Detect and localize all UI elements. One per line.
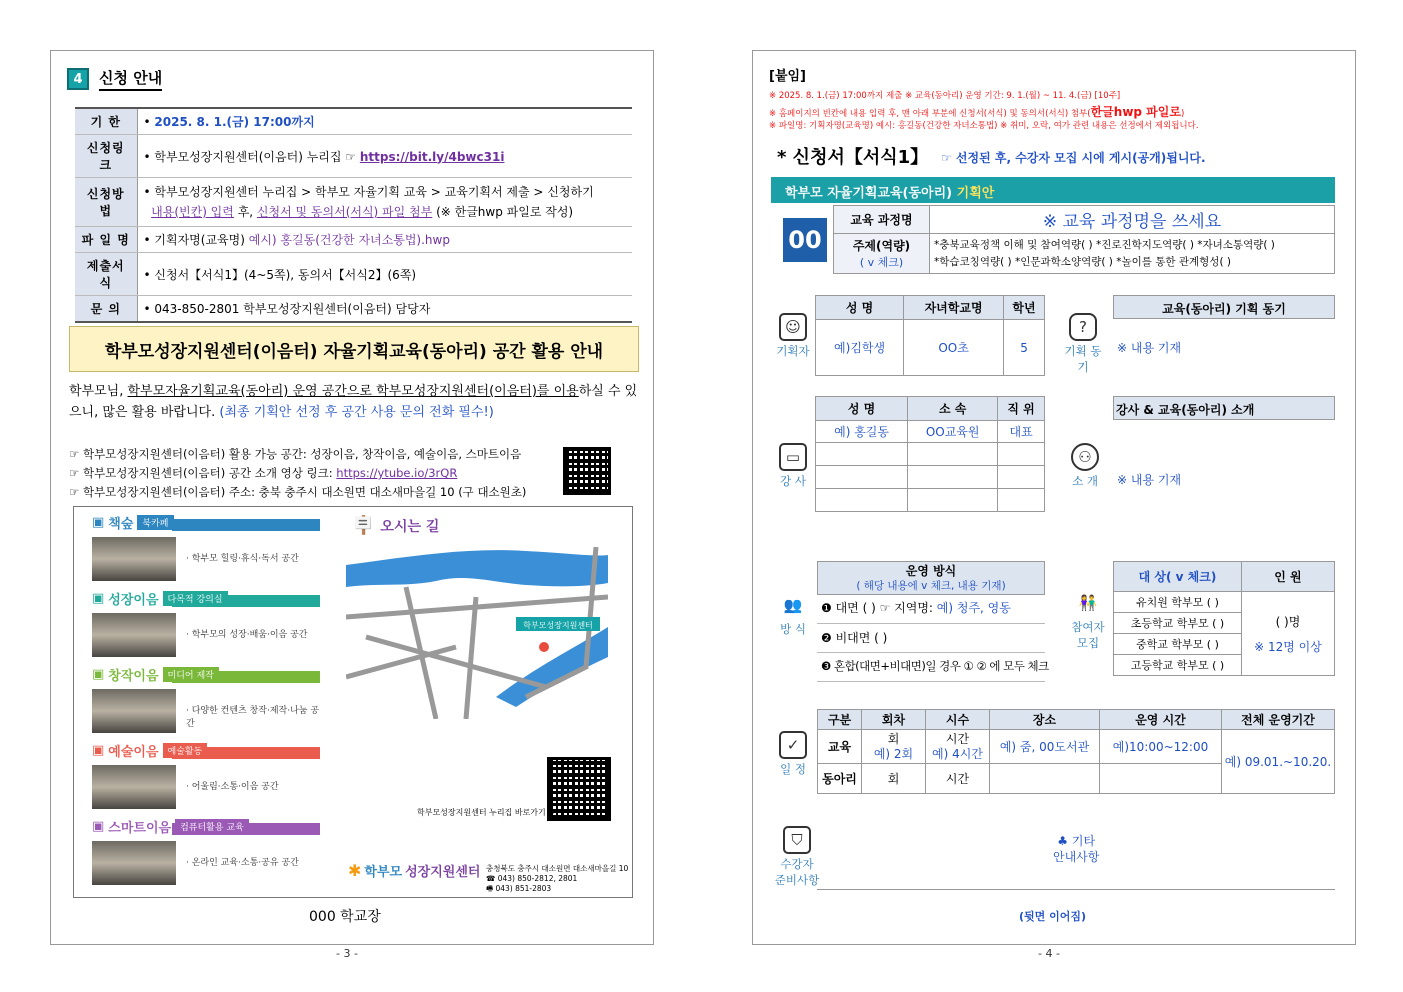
note-2a: ※ 홈페이지의 빈칸에 내용 입력 후, 맨 아래 부분에 신청서(서식) 및 동의서(서식) 첨부(: [769, 109, 1091, 119]
method-label: 방 식: [780, 622, 806, 636]
club-row-label: 동아리: [818, 764, 862, 794]
space-item: [92, 591, 320, 640]
space-photo: [92, 841, 176, 885]
recruit-side: [1067, 589, 1109, 651]
topic-line-1: *충북교육정책 이해 및 참여역량( ) *진로진학지도역량( ) *자녀소통역량( ): [934, 238, 1275, 251]
note-1: ※ 2025. 8. 1.(금) 17:00까지 제출 ※ 교육(동아리) 운영 기간: 9. 1.(월) ~ 11. 4.(금) [10주]: [769, 91, 1121, 101]
divider: [817, 889, 1335, 890]
sched-col: 회차: [862, 710, 926, 730]
intro-header: 강사 & 교육(동아리) 소개: [1113, 396, 1335, 420]
course-number: 00: [783, 218, 827, 262]
section-title: 신청 안내: [99, 67, 162, 91]
motive-header: 교육(동아리) 기획 동기: [1113, 295, 1335, 319]
para-1: 학부모님,: [69, 384, 128, 399]
filename-example: 예시) 홍길동(건강한 자녀소통법).hwp: [248, 233, 450, 247]
instructor-table: [815, 396, 1045, 512]
table-row: [75, 296, 632, 323]
plan-col: 학년: [1004, 296, 1045, 320]
note-2b: 한글hwp 파일로: [1090, 105, 1181, 119]
bullet-spaces: ☞ 학부모성장지원센터(이음터) 활용 가능 공간: 성장이음, 창작이음, 예술이음, 스마트이음: [69, 447, 522, 461]
inst-cell[interactable]: [908, 489, 998, 512]
course-table: [833, 205, 1335, 274]
space-tag: 컴퓨터활용 교육: [175, 819, 249, 834]
sched-col: 운영 시간: [1100, 710, 1222, 730]
page-3: [50, 50, 654, 945]
topic-check: ( v 체크): [859, 256, 904, 269]
etc-1: ♣ 기타: [1057, 834, 1096, 848]
target-elementary[interactable]: 초등학교 학부모 ( ): [1114, 613, 1242, 634]
space-title: [92, 665, 219, 684]
intro-paragraph: [69, 381, 639, 423]
calendar-check-icon: ✓: [779, 731, 807, 759]
space-name: 스마트이음: [108, 821, 172, 836]
prep-side: [769, 826, 825, 888]
map-title: [352, 515, 439, 536]
etc-2: 안내사항: [1053, 850, 1100, 864]
space-tag: 다목적 강의실: [163, 591, 228, 606]
section-number: 4: [67, 68, 89, 90]
space-icon: ▣: [92, 515, 105, 530]
method-option-1[interactable]: [821, 599, 1011, 616]
divider: [817, 681, 1045, 682]
row-key: 신청링크: [75, 135, 137, 178]
space-icon: ▣: [92, 819, 105, 834]
motive-input[interactable]: ※ 내용 기재: [1117, 341, 1182, 355]
count-header: 인 원: [1241, 562, 1334, 592]
inst-name-input[interactable]: 예) 홍길동: [816, 421, 908, 443]
note-2c: ): [1180, 109, 1185, 119]
plan-col: 자녀학교명: [904, 296, 1004, 320]
edu-sessions[interactable]: [862, 730, 926, 764]
edu-h1: 시간: [945, 731, 970, 746]
fax-line: 🖷 043) 851-2803: [486, 884, 552, 893]
motive-label: 기획 동기: [1064, 344, 1102, 374]
method-sub: ( 해당 내용에 v 체크, 내용 기재): [856, 580, 1006, 592]
note-3: ※ 파일명: 기획자명(교육명) 예시: 홍길동(건강한 자녀소통법) ※ 취미, 오락, 여가 관련 내용은 선정에서 제외됩니다.: [769, 121, 1199, 131]
form-title-note: ☞ 선정된 후, 수강자 모집 시에 게시(공개)됩니다.: [941, 151, 1206, 165]
sched-col: 구분: [818, 710, 862, 730]
inst-cell[interactable]: [998, 443, 1045, 466]
edu-r1: 회: [887, 731, 900, 746]
attachment-label: [붙임]: [769, 69, 806, 84]
basket-icon: ⛉: [783, 826, 811, 854]
space-name: 책숲: [108, 517, 134, 532]
edu-h2: 예) 4시간: [932, 746, 983, 761]
inst-col: 직 위: [998, 397, 1045, 421]
recruit-table: [1113, 561, 1335, 676]
planner-side: [773, 313, 813, 359]
qr-caption: 학부모성장지원센터 누리집 바로가기 ▶: [417, 808, 555, 817]
method-b: 후,: [233, 205, 257, 219]
club-hours[interactable]: 시간: [926, 764, 990, 794]
inst-cell[interactable]: [998, 466, 1045, 489]
row-value: • 학부모성장지원센터 누리집 > 학부모 자율기획 교육 > 교육기획서 제출 > 신청하기 내용(빈칸) 입력 후, 신청서 및 동의서(서식) 파일 첨부 (※ 한글hwp 파일로 작성): [137, 178, 632, 227]
section-header: [67, 67, 162, 91]
course-label: 교육 과정명: [834, 206, 930, 234]
schedule-label: 일 정: [780, 762, 806, 776]
row-key: 문 의: [75, 296, 137, 323]
space-tag: 북카페: [137, 515, 173, 530]
space-photo: [92, 613, 176, 657]
space-item: [92, 667, 320, 729]
row-key: 기 한: [75, 108, 137, 135]
page-number-4: - 4 -: [1038, 947, 1060, 960]
space-name: 예술이음: [108, 745, 159, 760]
space-title: [92, 513, 174, 532]
space-desc: · 어울림·소통·이음 공간: [186, 782, 279, 792]
space-desc: · 온라인 교육·소통·공유 공간: [186, 858, 299, 868]
method-steps: 학부모성장지원센터 누리집 > 학부모 자율기획 교육 > 교육기획서 제출 > 신청하기: [154, 185, 594, 199]
continued-note: (뒷면 이어짐): [1019, 910, 1087, 923]
row-value: • 기획자명(교육명) 예시) 홍길동(건강한 자녀소통법).hwp: [137, 227, 632, 253]
addr-line: 충청북도 충주시 대소원면 대소새마을길 10: [486, 864, 629, 873]
sched-col: 장소: [990, 710, 1100, 730]
space-title: [92, 589, 228, 608]
intro-side: [1065, 443, 1105, 489]
divider: [817, 623, 1045, 624]
space-title: [92, 741, 207, 760]
course-name-input[interactable]: ※ 교육 과정명을 쓰세요: [930, 206, 1335, 234]
signpost-icon: 🪧: [352, 515, 375, 536]
row-value: • 학부모성장지원센터(이음터) 누리집 ☞ https://bit.ly/4bwc31i: [137, 135, 632, 178]
space-name: 성장이음: [108, 593, 159, 608]
topic-label: 주제(역량): [852, 239, 911, 253]
lecture-board-icon: ▭: [779, 443, 807, 471]
form-title: * 신청서【서식1】: [777, 147, 929, 168]
band-highlight: 기획안: [956, 186, 995, 201]
recruit-label: 참여자 모집: [1071, 620, 1105, 650]
location-pin-icon: [539, 642, 549, 652]
row-key: 신청방법: [75, 178, 137, 227]
divider: [817, 652, 1045, 653]
two-people-icon: 👫: [1078, 594, 1098, 612]
logo-text-1: 학부모: [364, 865, 403, 880]
center-logo: [348, 861, 480, 880]
link-text: 학부모성장지원센터(이음터) 누리집 ☞: [154, 149, 360, 164]
apply-link[interactable]: https://bit.ly/4bwc31i: [359, 149, 505, 164]
person-icon: ☺: [779, 313, 807, 341]
count-note: ※ 12명 이상: [1254, 639, 1322, 654]
grade-input[interactable]: 5: [1004, 320, 1045, 376]
note-2: [769, 103, 1184, 120]
club-sessions[interactable]: 회: [862, 764, 926, 794]
inst-cell[interactable]: [908, 466, 998, 489]
intro-input[interactable]: ※ 내용 기재: [1117, 473, 1182, 487]
method-a: 내용(빈칸) 입력: [151, 205, 234, 219]
edu-r2: 예) 2회: [873, 746, 914, 761]
page-4: [752, 50, 1356, 945]
target-high[interactable]: 고등학교 학부모 ( ): [1114, 655, 1242, 676]
row-key: 제출서식: [75, 253, 137, 296]
space-photo: [92, 765, 176, 809]
homepage-qr-icon[interactable]: [547, 757, 611, 821]
para-3: 하실 수 있으니, 많은 활용 바랍니다.: [69, 384, 638, 420]
video-link[interactable]: https://ytube.io/3rQR: [336, 466, 458, 480]
inst-col: 성 명: [816, 397, 908, 421]
planner-label: 기획자: [776, 344, 810, 358]
space-desc: · 다양한 컨텐츠 창작·제작·나눔 공간: [186, 706, 320, 729]
target-middle[interactable]: 중학교 학부모 ( ): [1114, 634, 1242, 655]
bullet-address: ☞ 학부모성장지원센터(이음터) 주소: 충북 충주시 대소원면 대소새마을길 10 (구 대소원초): [69, 485, 527, 499]
table-row: [75, 108, 632, 135]
space-name: 창작이음: [108, 669, 159, 684]
row-key: 파 일 명: [75, 227, 137, 253]
band-text: 학부모 자율기획교육(동아리): [785, 186, 957, 201]
principal-sign: 000 학교장: [309, 909, 381, 925]
inst-org-input[interactable]: OO교육원: [908, 421, 998, 443]
space-tag: 예술활동: [163, 743, 208, 758]
topic-options[interactable]: [930, 234, 1335, 274]
etc-note[interactable]: [1053, 833, 1099, 865]
row-value: • 043-850-2801 학부모성장지원센터(이음터) 담당자: [137, 296, 632, 323]
intro-label: 소 개: [1072, 474, 1098, 488]
space-item: [92, 743, 320, 792]
target-kinder[interactable]: 유치원 학부모 ( ): [1114, 592, 1242, 613]
phone-line: ☎ 043) 850-2812, 2801: [486, 874, 578, 883]
space-photo: [92, 689, 176, 733]
prep-label: 수강자 준비사항: [774, 857, 820, 887]
instructor-label: 강 사: [780, 474, 806, 488]
row-value: • 2025. 8. 1.(금) 17:00까지: [137, 108, 632, 135]
qr-code-icon[interactable]: [563, 447, 611, 495]
schedule-table: [817, 709, 1335, 794]
space-title: [92, 817, 249, 836]
space-item: [92, 515, 320, 564]
inst-cell[interactable]: [816, 443, 908, 466]
club-place[interactable]: [990, 764, 1100, 794]
center-address: [486, 864, 628, 894]
logo-mark-icon: ✱: [348, 861, 362, 880]
inst-col: 소 속: [908, 397, 998, 421]
group-icon: ⚇: [1071, 443, 1099, 471]
topic-line-2: *학습코칭역량( ) *인문과학소양역량( ) *놀이를 통한 관계형성( ): [934, 255, 1231, 268]
motive-side: [1059, 313, 1107, 375]
sched-col: 시수: [926, 710, 990, 730]
inst-cell[interactable]: [816, 489, 908, 512]
space-icon: ▣: [92, 591, 105, 606]
method-side: [773, 591, 813, 637]
method-header: [817, 561, 1045, 595]
planner-table: [815, 295, 1045, 376]
method-option-3[interactable]: ❸ 혼합(대면+비대면)일 경우 ① ② 에 모두 체크: [821, 659, 1049, 673]
space-item: [92, 819, 320, 868]
video-label: ☞ 학부모성장지원센터(이음터) 공간 소개 영상 링크:: [69, 466, 337, 480]
method-c: 신청서 및 동의서(서식) 파일 첨부: [256, 205, 433, 219]
instructor-side: [773, 443, 813, 489]
count-cell[interactable]: [1241, 592, 1334, 676]
inst-cell[interactable]: [998, 489, 1045, 512]
map-title-text: 오시는 길: [380, 518, 440, 535]
space-map-panel: [73, 506, 633, 898]
method-d: (※ 한글hwp 파일로 작성): [432, 205, 574, 219]
edu-row-label: 교육: [818, 730, 862, 764]
filename-label: 기획자명(교육명): [154, 233, 249, 247]
club-time[interactable]: [1100, 764, 1222, 794]
m1-label: ❶ 대면 ( ) ☞ 지역명:: [821, 601, 937, 615]
period-input[interactable]: 예) 09.01.~10.20.: [1222, 730, 1335, 794]
edu-place-input[interactable]: 예) 줌, 00도서관: [990, 730, 1100, 764]
space-bar: [172, 519, 320, 531]
page-number-3: - 3 -: [336, 947, 358, 960]
space-tag: 미디어 제작: [163, 667, 219, 682]
question-bubble-icon: ?: [1069, 313, 1097, 341]
deadline: 2025. 8. 1.(금) 17:00까지: [154, 115, 315, 129]
inst-title-input[interactable]: 대표: [998, 421, 1045, 443]
contact: 043-850-2801 학부모성장지원센터(이음터) 담당자: [154, 302, 431, 316]
space-icon: ▣: [92, 743, 105, 758]
method-option-2[interactable]: ❷ 비대면 ( ): [821, 631, 888, 645]
count-input: ( )명: [1275, 614, 1301, 629]
sched-col: 전체 운영기간: [1222, 710, 1335, 730]
topic-label-cell: [834, 234, 930, 274]
forms: 신청서【서식1】(4~5쪽), 동의서【서식2】(6쪽): [154, 267, 417, 282]
para-2: 학부모자율기획교육(동아리) 운영 공간으로 학부모성장지원센터(이음터)를 이용: [127, 384, 579, 399]
para-4: (최종 기획안 선정 후 공간 사용 문의 전화 필수!): [219, 405, 494, 420]
planner-name-input[interactable]: 예)김학생: [816, 320, 904, 376]
table-row: [75, 227, 632, 253]
logo-text-2: 성장지원센터: [405, 865, 481, 880]
space-banner: 학부모성장지원센터(이음터) 자율기획교육(동아리) 공간 활용 안내: [69, 326, 639, 372]
target-header: 대 상( v 체크): [1114, 562, 1242, 592]
plan-col: 성 명: [816, 296, 904, 320]
table-row: [75, 178, 632, 227]
map-graphic[interactable]: [346, 547, 608, 719]
school-input[interactable]: OO초: [904, 320, 1004, 376]
space-desc: · 학부모의 성장·배움·이음 공간: [186, 630, 308, 640]
map-center-label: 학부모성장지원센터: [523, 621, 593, 630]
table-row: [75, 135, 632, 178]
row-value: • 신청서【서식1】(4~5쪽), 동의서【서식2】(6쪽): [137, 253, 632, 296]
edu-time-input[interactable]: 예)10:00~12:00: [1100, 730, 1222, 764]
audience-icon: 👥: [783, 596, 803, 614]
method-title: 운영 방식: [905, 564, 957, 578]
edu-hours[interactable]: [926, 730, 990, 764]
space-desc: · 학부모 힐링·휴식·독서 공간: [186, 554, 299, 564]
table-row: [75, 253, 632, 296]
schedule-side: [773, 731, 813, 777]
space-photo: [92, 537, 176, 581]
space-icon: ▣: [92, 667, 105, 682]
inst-cell[interactable]: [908, 443, 998, 466]
info-table: [75, 107, 632, 323]
plan-band: [771, 177, 1335, 203]
bullet-video: [69, 465, 457, 481]
m1-region: 예) 청주, 영동: [936, 601, 1011, 615]
inst-cell[interactable]: [816, 466, 908, 489]
